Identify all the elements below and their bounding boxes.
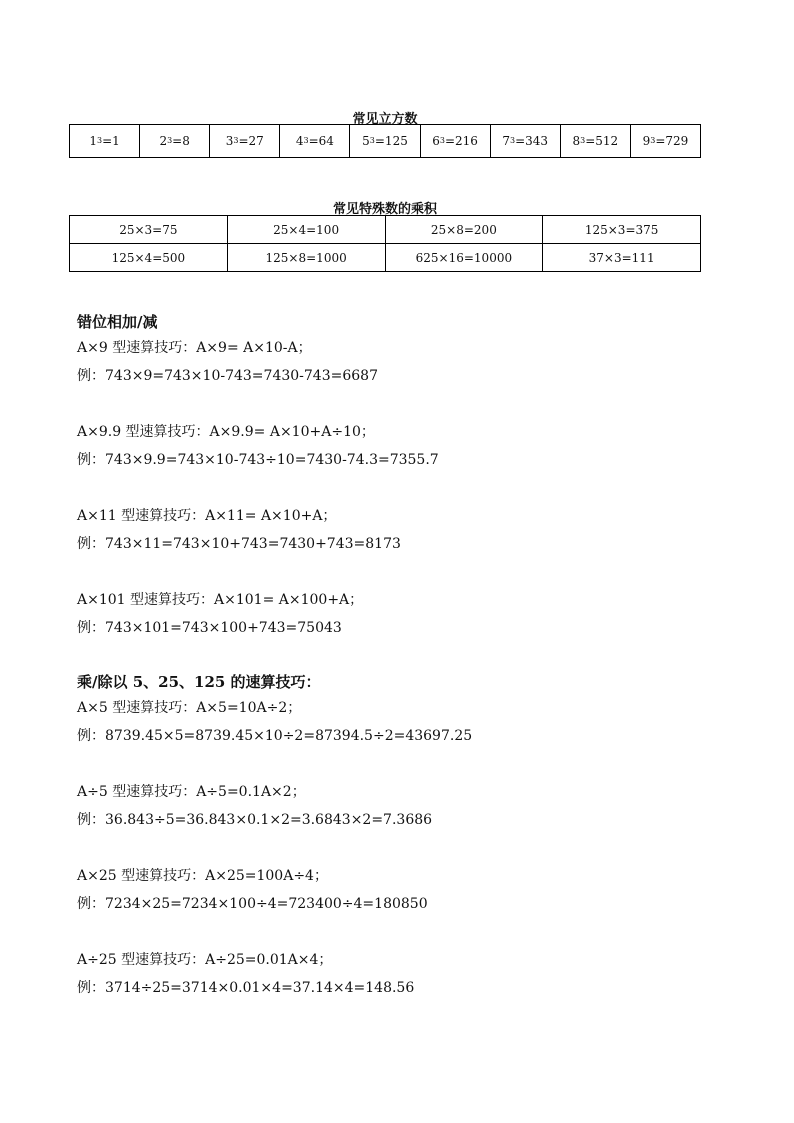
table-cell: 625×16=10000 (385, 244, 543, 272)
special-table-title: 常见特殊数的乘积 (332, 202, 437, 217)
rule-text: A×101 型速算技巧：A×101= A×100+A； (77, 592, 364, 608)
table-cell: $2^3=8$ (140, 125, 210, 158)
rule-text: A×25 型速算技巧：A×25=100A÷4； (77, 868, 328, 884)
rule-text: A÷5 型速算技巧：A÷5=0.1A×2； (77, 784, 306, 800)
table-row (70, 125, 701, 158)
rule-block (77, 586, 737, 642)
table-cell: $4^3=64$ (280, 125, 350, 158)
example-text: 例：743×9.9=743×10-743÷10=7430-74.3=7355.7 (77, 452, 439, 468)
table-row (70, 216, 701, 244)
rule-text: A×5 型速算技巧：A×5=10A÷2； (77, 700, 302, 716)
table-cell: $3^3=27$ (210, 125, 280, 158)
rule-block (77, 778, 737, 834)
table-cell: 125×8=1000 (227, 244, 385, 272)
example-text: 例：8739.45×5=8739.45×10÷2=87394.5÷2=43697.25 (77, 728, 473, 744)
table-row (70, 244, 701, 272)
example-text: 例：36.843÷5=36.843×0.1×2=3.6843×2=7.3686 (77, 812, 433, 828)
table-cell: $6^3=216$ (420, 125, 490, 158)
special-products-table (69, 215, 701, 272)
rule-block (77, 334, 737, 390)
cubes-table-title: 常见立方数 (352, 112, 418, 127)
table-cell: $9^3=729$ (630, 125, 700, 158)
content-body (77, 310, 737, 1030)
rule-text: A×9 型速算技巧：A×9= A×10-A； (77, 340, 312, 356)
rule-block (77, 862, 737, 918)
cubes-table (69, 124, 701, 158)
table-cell: 37×3=111 (543, 244, 701, 272)
table-cell: $7^3=343$ (490, 125, 560, 158)
rule-text: A÷25 型速算技巧：A÷25=0.01A×4； (77, 952, 333, 968)
section-heading: 错位相加/减 (77, 313, 158, 331)
rule-block (77, 418, 737, 474)
table-cell: $5^3=125$ (350, 125, 420, 158)
table-cell: 25×8=200 (385, 216, 543, 244)
section-heading: 乘/除以 5、25、125 的速算技巧： (77, 673, 321, 691)
table-cell: 25×3=75 (70, 216, 228, 244)
example-text: 例：7234×25=7234×100÷4=723400÷4=180850 (77, 896, 428, 912)
example-text: 例：743×9=743×10-743=7430-743=6687 (77, 368, 378, 384)
table-cell: $1^3=1$ (70, 125, 140, 158)
example-text: 例：743×101=743×100+743=75043 (77, 620, 342, 636)
example-text: 例：3714÷25=3714×0.01×4=37.14×4=148.56 (77, 980, 415, 996)
example-text: 例：743×11=743×10+743=7430+743=8173 (77, 536, 401, 552)
rule-block (77, 946, 737, 1002)
rule-block (77, 694, 737, 750)
rule-text: A×9.9 型速算技巧：A×9.9= A×10+A÷10； (77, 424, 375, 440)
table-cell: $8^3=512$ (560, 125, 630, 158)
table-cell: 125×3=375 (543, 216, 701, 244)
table-cell: 25×4=100 (227, 216, 385, 244)
rule-block (77, 502, 737, 558)
rule-text: A×11 型速算技巧：A×11= A×10+A； (77, 508, 337, 524)
table-cell: 125×4=500 (70, 244, 228, 272)
